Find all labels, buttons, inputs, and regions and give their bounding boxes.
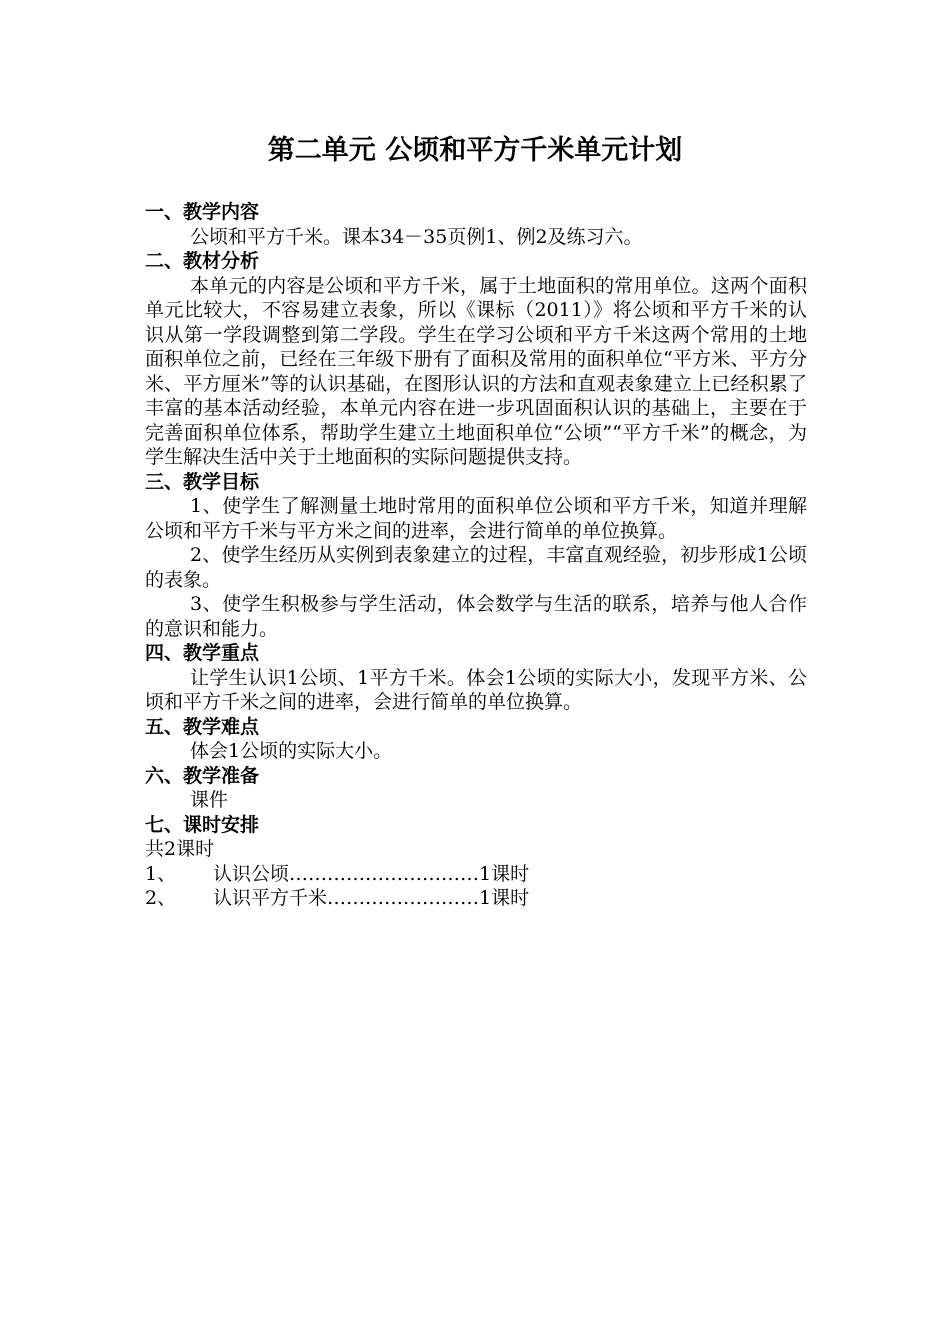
- section-paragraph: 2、使学生经历从实例到表象建立的过程，丰富直观经验，初步形成1公顷的表象。: [145, 544, 807, 591]
- section-paragraph: 公顷和平方千米。课本34－35页例1、例2及练习六。: [190, 225, 643, 248]
- section-heading: 三、教学目标: [145, 470, 260, 493]
- schedule-total: 共2课时: [145, 838, 215, 860]
- section-paragraph: 让学生认识1公顷、1平方千米。体会1公顷的实际大小，发现平方米、公顷和平方千米之间的进率，会进行简单的单位换算。: [145, 666, 807, 713]
- schedule-item-text: 认识平方千米……………………1课时: [213, 887, 530, 909]
- schedule-item-number: 2、: [145, 887, 177, 909]
- section-paragraph: 课件: [190, 789, 229, 811]
- schedule-item-text: 认识公顷…………………………1课时: [213, 862, 530, 885]
- section-paragraph: 3、使学生积极参与学生活动，体会数学与生活的联系，培养与他人合作的意识和能力。: [145, 593, 807, 640]
- section-heading: 一、教学内容: [145, 201, 260, 223]
- schedule-item: [145, 886, 807, 911]
- section-paragraph: 1、使学生了解测量土地时常用的面积单位公顷和平方千米，知道并理解公顷和平方千米与平方米之间的进率，会进行简单的单位换算。: [145, 495, 807, 542]
- section-heading: 四、教学重点: [145, 642, 260, 664]
- section-paragraph: 体会1公顷的实际大小。: [190, 740, 393, 762]
- section-heading: 二、教材分析: [145, 250, 260, 272]
- document-title: 第二单元 公顷和平方千米单元计划: [267, 135, 683, 166]
- section-heading: 六、教学准备: [145, 764, 260, 787]
- document-body: [145, 200, 807, 911]
- schedule-item-number: 1、: [145, 862, 177, 885]
- section-paragraph: 本单元的内容是公顷和平方千米，属于土地面积的常用单位。这两个面积单元比较大，不容易建立表象，所以《课标（2011）》将公顷和平方千米的认识从第一学段调整到第二学段。学生在学习公顷和平方千米这两个常用的土地面积单位之前，已经在三年级下册有了面积及常用的面积单位“平方米、平方分米、平方厘米”等的认识基础，在图形认识的方法和直观表象建立上已经积累了丰富的基本活动经验，本单元内容在进一步巩固面积认识的基础上，主要在于完善面积单位体系，帮助学生建立土地面积单位“公顷”“平方千米”的概念，为学生解决生活中关于土地面积的实际问题提供支持。: [145, 274, 807, 468]
- section-heading: 七、课时安排: [145, 813, 260, 836]
- schedule-item: [145, 862, 807, 887]
- section-heading: 五、教学难点: [145, 715, 260, 738]
